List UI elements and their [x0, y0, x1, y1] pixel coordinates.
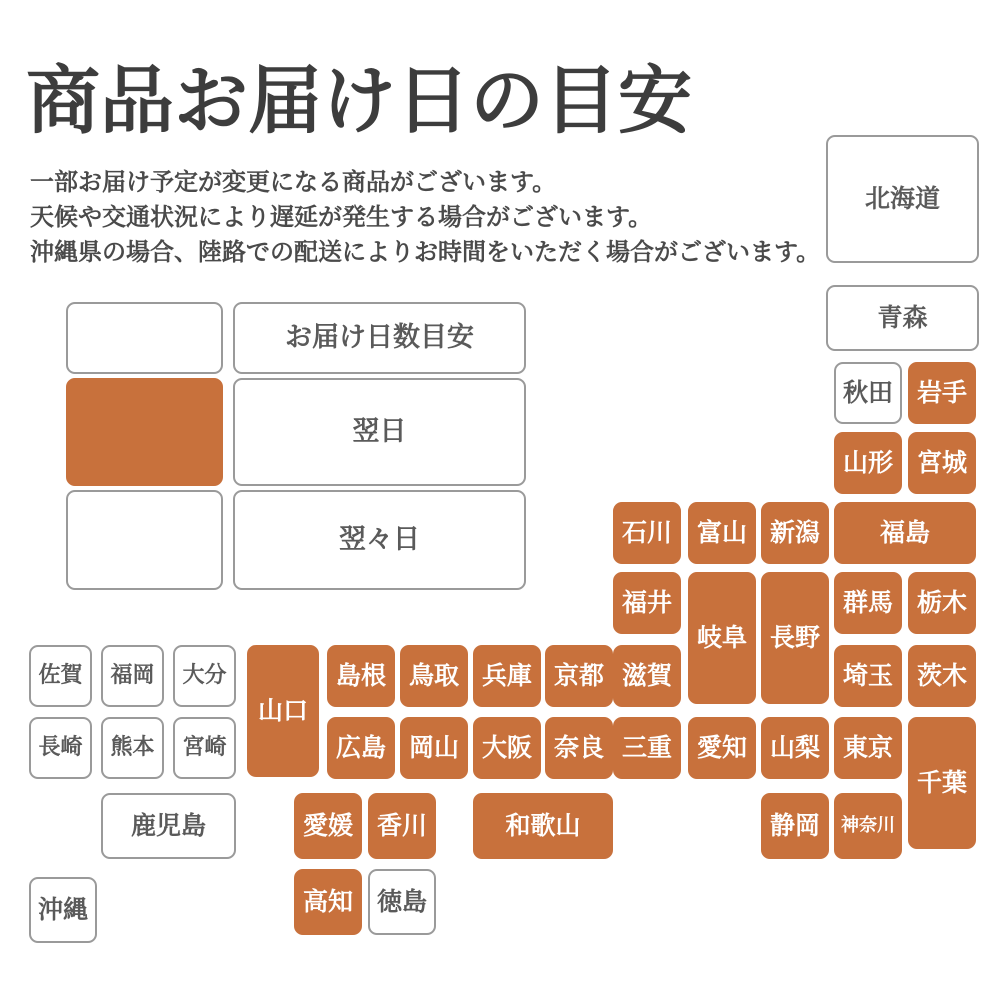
- prefecture-cell: 神奈川: [834, 793, 902, 859]
- prefecture-cell: 三重: [613, 717, 681, 779]
- prefecture-cell: 静岡: [761, 793, 829, 859]
- prefecture-cell: 福島: [834, 502, 976, 564]
- prefecture-cell: 岡山: [400, 717, 468, 779]
- prefecture-cell: 佐賀: [29, 645, 92, 707]
- legend-header-label: お届け日数目安: [233, 302, 526, 374]
- prefecture-cell: 宮崎: [173, 717, 236, 779]
- prefecture-cell: 島根: [327, 645, 395, 707]
- prefecture-cell: 石川: [613, 502, 681, 564]
- prefecture-cell: 群馬: [834, 572, 902, 634]
- prefecture-cell: 山口: [247, 645, 319, 777]
- prefecture-cell: 長崎: [29, 717, 92, 779]
- prefecture-cell: 秋田: [834, 362, 902, 424]
- prefecture-cell: 東京: [834, 717, 902, 779]
- prefecture-cell: 千葉: [908, 717, 976, 849]
- prefecture-cell: 鳥取: [400, 645, 468, 707]
- legend-swatch-two-days: [66, 490, 223, 590]
- prefecture-cell: 山梨: [761, 717, 829, 779]
- prefecture-cell: 徳島: [368, 869, 436, 935]
- prefecture-cell: 京都: [545, 645, 613, 707]
- prefecture-cell: 福岡: [101, 645, 164, 707]
- prefecture-cell: 高知: [294, 869, 362, 935]
- prefecture-cell: 滋賀: [613, 645, 681, 707]
- legend-swatch-next-day: [66, 378, 223, 486]
- prefecture-cell: 香川: [368, 793, 436, 859]
- notes-block: [30, 165, 820, 270]
- prefecture-cell: 大分: [173, 645, 236, 707]
- legend-header-swatch: [66, 302, 223, 374]
- prefecture-cell: 埼玉: [834, 645, 902, 707]
- prefecture-cell: 福井: [613, 572, 681, 634]
- prefecture-cell: 栃木: [908, 572, 976, 634]
- prefecture-cell: 和歌山: [473, 793, 613, 859]
- prefecture-cell: 大阪: [473, 717, 541, 779]
- prefecture-cell: 新潟: [761, 502, 829, 564]
- note-line-3: 沖縄県の場合、陸路での配送によりお時間をいただく場合がございます。: [30, 238, 821, 266]
- prefecture-cell: 奈良: [545, 717, 613, 779]
- prefecture-cell: 長野: [761, 572, 829, 704]
- prefecture-cell: 沖縄: [29, 877, 97, 943]
- prefecture-cell: 愛知: [688, 717, 756, 779]
- prefecture-cell: 岩手: [908, 362, 976, 424]
- prefecture-cell: 広島: [327, 717, 395, 779]
- legend-label-next-day: 翌日: [233, 378, 526, 486]
- prefecture-cell: 茨木: [908, 645, 976, 707]
- prefecture-cell: 岐阜: [688, 572, 756, 704]
- note-line-2: 天候や交通状況により遅延が発生する場合がございます。: [30, 203, 653, 231]
- prefecture-cell: 山形: [834, 432, 902, 494]
- note-line-1: 一部お届け予定が変更になる商品がございます。: [30, 168, 557, 196]
- prefecture-cell: 富山: [688, 502, 756, 564]
- prefecture-cell: 鹿児島: [101, 793, 236, 859]
- prefecture-cell: 宮城: [908, 432, 976, 494]
- prefecture-cell: 北海道: [826, 135, 979, 263]
- prefecture-cell: 愛媛: [294, 793, 362, 859]
- legend-label-two-days: 翌々日: [233, 490, 526, 590]
- page-title: 商品お届け日の目安: [26, 58, 692, 144]
- prefecture-cell: 熊本: [101, 717, 164, 779]
- prefecture-cell: 青森: [826, 285, 979, 351]
- prefecture-cell: 兵庫: [473, 645, 541, 707]
